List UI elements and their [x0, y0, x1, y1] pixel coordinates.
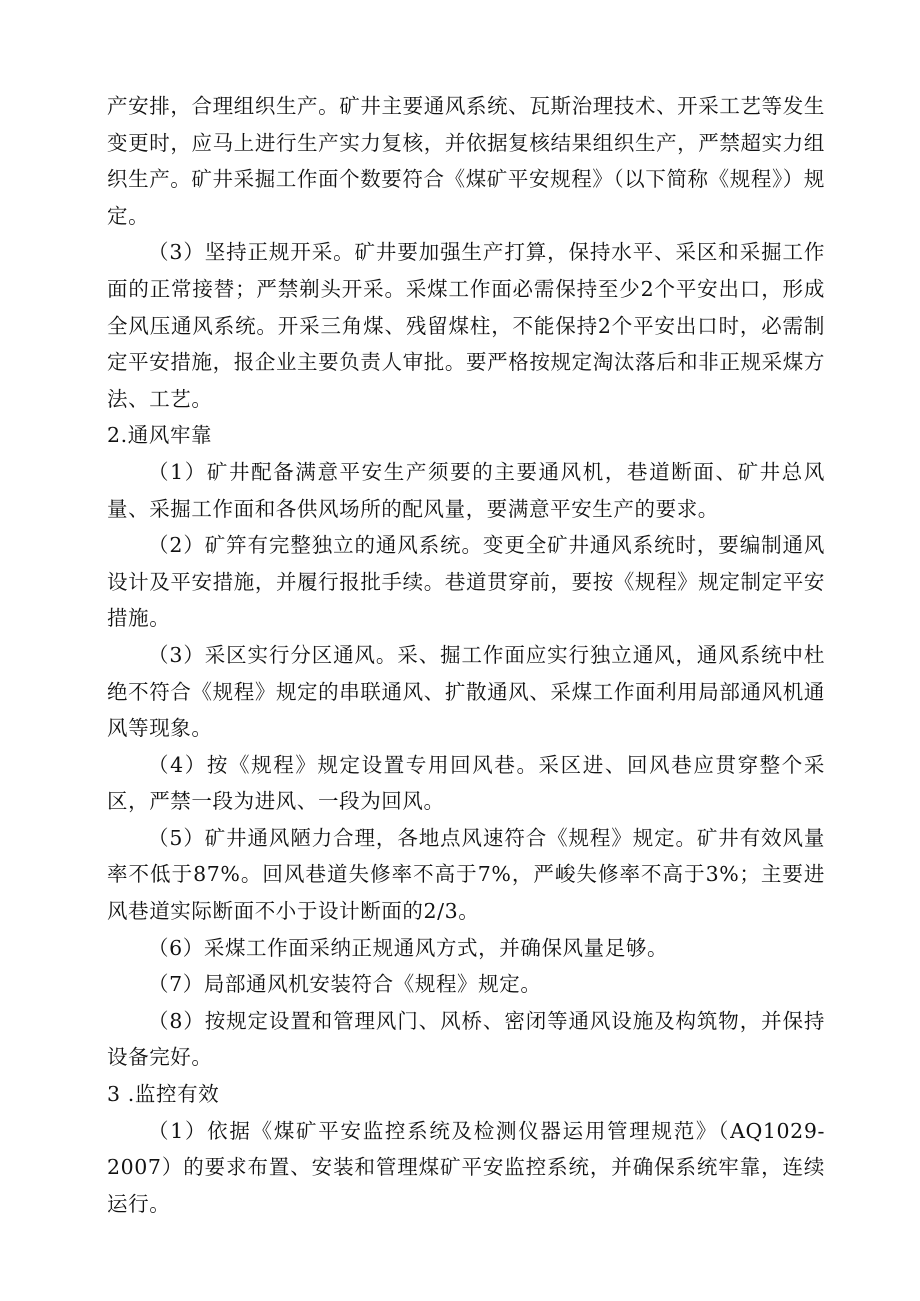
paragraph-ventilation-item-7: （7）局部通风机安装符合《规程》规定。 [148, 972, 542, 997]
paragraph-ventilation-item-6: （6）采煤工作面采纳正规通风方式，并确保风量足够。 [148, 935, 669, 960]
section-heading-ventilation: 2.通风牢靠 [107, 423, 213, 448]
paragraph-regular-mining: （3）坚持正规开采。矿井要加强生产打算，保持水平、采区和采掘工作面的正常接替；严禁剃头开采。采煤工作面必需保持至少2个平安出口，形成全风压通风系统。开采三角煤、残留煤柱，不能保持2个平安出口时，必需制定平安措施，报企业主要负责人审批。要严格按规定淘汰落后和非正规采煤方法、工艺。 [107, 240, 825, 411]
paragraph-ventilation-item-1: （1）矿井配备满意平安生产须要的主要通风机，巷道断面、矿井总风量、采掘工作面和各供风场所的配风量，要满意平安生产的要求。 [107, 459, 825, 521]
document-body [107, 88, 825, 1222]
paragraph-ventilation-item-4: （4）按《规程》规定设置专用回风巷。采区进、回风巷应贯穿整个采区，严禁一段为进风、一段为回风。 [107, 752, 825, 814]
paragraph-ventilation-item-8: （8）按规定设置和管理风门、风桥、密闭等通风设施及构筑物，并保持设备完好。 [107, 1008, 825, 1070]
paragraph-ventilation-item-3: （3）采区实行分区通风。采、掘工作面应实行独立通风，通风系统中杜绝不符合《规程》规定的串联通风、扩散通风、采煤工作面利用局部通风机通风等现象。 [107, 642, 825, 741]
paragraph-ventilation-item-2: （2）矿笄有完整独立的通风系统。变更全矿井通风系统时，要编制通风设计及平安措施，并履行报批手续。巷道贯穿前，要按《规程》规定制定平安措施。 [107, 533, 825, 631]
section-heading-monitoring: 3 .监控有效 [107, 1082, 220, 1107]
paragraph-monitoring-item-1: （1）依据《煤矿平安监控系统及检测仪器运用管理规范》（AQ1029-2007）的要求布置、安装和管理煤矿平安监控系统，并确保系统牢靠，连续运行。 [107, 1118, 825, 1216]
paragraph-production-arrangement: 产安排，合理组织生产。矿井主要通风系统、瓦斯治理技术、开采工艺等发生变更时，应马上进行生产实力复核，并依据复核结果组织生产，严禁超实力组织生产。矿井采掘工作面个数要符合《煤矿平安规程》（以下简称《规程》）规定。 [107, 94, 825, 228]
paragraph-ventilation-item-5: （5）矿井通风陋力合理，各地点风速符合《规程》规定。矿井有效风量率不低于87%。回风巷道失修率不高于7%，严峻失修率不高于3%；主要进风巷道实际断面不小于设计断面的2/3。 [107, 825, 825, 924]
